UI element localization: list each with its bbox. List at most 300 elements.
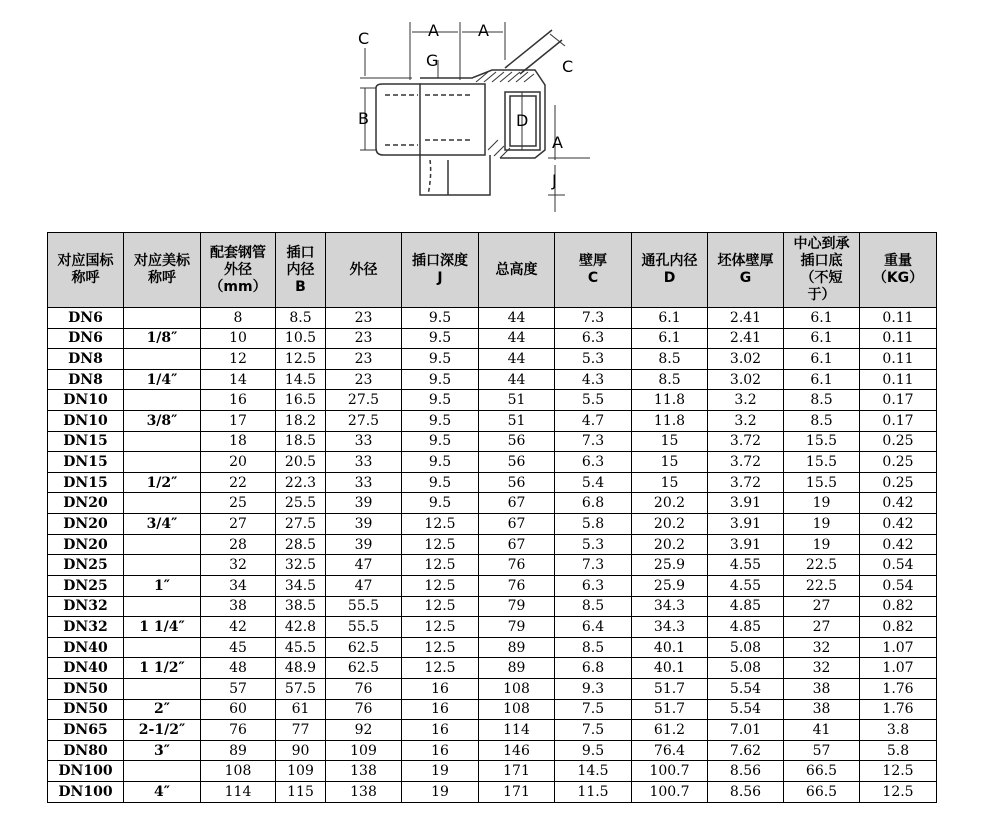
table-cell: 6.1 [784, 349, 860, 370]
table-cell: DN100 [48, 761, 124, 782]
technical-drawing [0, 0, 991, 232]
column-header [402, 233, 479, 308]
label-a-top-left: A [428, 21, 439, 40]
table-cell: 19 [784, 514, 860, 535]
table-cell: 42 [201, 617, 276, 638]
header-row [48, 233, 937, 308]
table-cell: 90 [276, 740, 326, 761]
table-cell: 27.5 [326, 390, 402, 411]
table-cell: 56 [479, 472, 555, 493]
table-cell: 25.9 [632, 555, 708, 576]
table-cell: 76 [479, 575, 555, 596]
table-cell: DN8 [48, 369, 124, 390]
table-cell: 0.11 [860, 349, 937, 370]
table-cell: 6.3 [555, 575, 632, 596]
table-cell: 47 [326, 555, 402, 576]
table-cell: 33 [326, 452, 402, 473]
table-cell: 2.41 [708, 308, 784, 329]
specification-table [47, 232, 937, 803]
table-cell: 2″ [124, 699, 201, 720]
table-cell: 67 [479, 493, 555, 514]
table-cell: 15 [632, 431, 708, 452]
table-cell: DN15 [48, 431, 124, 452]
column-header-line: 插口深度 [412, 253, 468, 269]
column-header [860, 233, 937, 308]
table-cell: 67 [479, 514, 555, 535]
table-cell: 6.3 [555, 328, 632, 349]
table-cell: 23 [326, 328, 402, 349]
table-cell: 76 [479, 555, 555, 576]
table-cell: 18 [201, 431, 276, 452]
table-cell: 0.25 [860, 431, 937, 452]
table-cell: 1 1/4″ [124, 617, 201, 638]
table-cell: 38 [784, 678, 860, 699]
table-cell: 18.2 [276, 411, 326, 432]
table-cell [124, 390, 201, 411]
table-cell: 5.3 [555, 349, 632, 370]
table-cell [124, 678, 201, 699]
table-cell: 23 [326, 369, 402, 390]
table-row [48, 411, 937, 432]
table-cell: 9.5 [402, 308, 479, 329]
table-cell: 5.54 [708, 699, 784, 720]
table-cell: 34.3 [632, 596, 708, 617]
table-cell: 44 [479, 369, 555, 390]
table-cell: 11.8 [632, 411, 708, 432]
table-cell: 8 [201, 308, 276, 329]
label-c-right: C [562, 57, 574, 76]
table-cell: 8.56 [708, 761, 784, 782]
table-cell: 22 [201, 472, 276, 493]
table-cell: 7.62 [708, 740, 784, 761]
table-row [48, 514, 937, 535]
table-cell: 15 [632, 472, 708, 493]
table-cell: 6.8 [555, 493, 632, 514]
table-cell: 12.5 [402, 658, 479, 679]
table-cell: 0.11 [860, 369, 937, 390]
table-row [48, 328, 937, 349]
table-cell: 146 [479, 740, 555, 761]
table-cell: 8.5 [276, 308, 326, 329]
table-cell: 56 [479, 431, 555, 452]
table-cell: 76.4 [632, 740, 708, 761]
table-row [48, 740, 937, 761]
table-cell: 20.2 [632, 493, 708, 514]
table-cell: 92 [326, 720, 402, 741]
table-cell: 8.5 [632, 349, 708, 370]
table-cell: DN20 [48, 514, 124, 535]
table-cell: 8.5 [784, 390, 860, 411]
table-cell: 114 [201, 782, 276, 803]
table-cell: 4.7 [555, 411, 632, 432]
table-cell: 3.72 [708, 431, 784, 452]
table-cell: 89 [479, 658, 555, 679]
table-cell: 109 [326, 740, 402, 761]
table-cell: 8.56 [708, 782, 784, 803]
column-header-line: 外径 [224, 261, 252, 278]
table-cell: 9.5 [402, 369, 479, 390]
table-cell: 66.5 [784, 782, 860, 803]
table-cell: DN50 [48, 678, 124, 699]
table-cell: 19 [402, 782, 479, 803]
table-cell: 22.5 [784, 575, 860, 596]
table-cell: 62.5 [326, 658, 402, 679]
column-header [326, 233, 402, 308]
table-cell: 22.5 [784, 555, 860, 576]
column-header-line: 插口 [286, 244, 315, 261]
table-cell: 12.5 [402, 534, 479, 555]
table-cell [124, 534, 201, 555]
table-cell: 6.1 [632, 328, 708, 349]
table-cell [124, 431, 201, 452]
table-row [48, 308, 937, 329]
table-cell: 20.2 [632, 514, 708, 535]
table-cell: 27 [201, 514, 276, 535]
table-cell: 51.7 [632, 699, 708, 720]
table-row [48, 452, 937, 473]
column-header-line: 通孔内径 [641, 253, 698, 269]
table-cell: 20.2 [632, 534, 708, 555]
table-cell: 38 [784, 699, 860, 720]
table-cell: 12.5 [402, 555, 479, 576]
table-cell: 32 [201, 555, 276, 576]
table-cell: 6.1 [784, 328, 860, 349]
table-row [48, 617, 937, 638]
table-cell: 1.07 [860, 637, 937, 658]
table-cell: 12 [201, 349, 276, 370]
table-cell: DN65 [48, 720, 124, 741]
table-cell: 108 [201, 761, 276, 782]
table-cell: 14.5 [555, 761, 632, 782]
column-header-line: 称呼 [71, 270, 100, 286]
table-cell: 20 [201, 452, 276, 473]
table-cell: 4.55 [708, 555, 784, 576]
column-header [784, 233, 860, 308]
table-cell [124, 555, 201, 576]
table-row [48, 678, 937, 699]
table-cell: 7.5 [555, 699, 632, 720]
table-cell: 115 [276, 782, 326, 803]
table-cell: 89 [479, 637, 555, 658]
table-row [48, 699, 937, 720]
table-row [48, 658, 937, 679]
column-header [555, 233, 632, 308]
table-cell: 16 [402, 740, 479, 761]
table-cell: 3.72 [708, 452, 784, 473]
table-cell: 60 [201, 699, 276, 720]
table-cell: 57.5 [276, 678, 326, 699]
table-cell: 11.5 [555, 782, 632, 803]
column-header-line: 坯体壁厚 [717, 253, 774, 269]
table-cell: 3.72 [708, 472, 784, 493]
table-cell: 0.42 [860, 534, 937, 555]
table-cell: 9.5 [402, 328, 479, 349]
table-cell: 10.5 [276, 328, 326, 349]
column-header-line: 中心到承 [793, 236, 850, 252]
table-cell: 15.5 [784, 452, 860, 473]
table-cell: DN80 [48, 740, 124, 761]
table-cell: 7.3 [555, 555, 632, 576]
table-cell: 138 [326, 782, 402, 803]
table-cell: 16.5 [276, 390, 326, 411]
table-cell: 1/2″ [124, 472, 201, 493]
table-cell: 25 [201, 493, 276, 514]
table-cell: DN40 [48, 637, 124, 658]
table-row [48, 349, 937, 370]
table-cell: 3.91 [708, 493, 784, 514]
table-row [48, 534, 937, 555]
table-cell: 40.1 [632, 637, 708, 658]
column-header-line: 重量 [884, 253, 912, 269]
table-cell: 0.82 [860, 596, 937, 617]
table-cell: 34.3 [632, 617, 708, 638]
table-cell: 1″ [124, 575, 201, 596]
table-cell: DN10 [48, 411, 124, 432]
table-cell: 9.5 [555, 740, 632, 761]
table-cell: 7.3 [555, 308, 632, 329]
table-cell: DN100 [48, 782, 124, 803]
column-header-line: 于） [807, 287, 836, 303]
table-cell: 8.5 [555, 637, 632, 658]
table-cell: 5.3 [555, 534, 632, 555]
table-cell: 76 [201, 720, 276, 741]
column-header [276, 233, 326, 308]
table-cell: 9.5 [402, 390, 479, 411]
table-cell [124, 596, 201, 617]
table-cell: 7.3 [555, 431, 632, 452]
table-cell: 4.85 [708, 596, 784, 617]
label-j: J [552, 171, 557, 190]
table-cell: 3.02 [708, 369, 784, 390]
table-cell: 5.08 [708, 637, 784, 658]
column-header-line: C [587, 270, 599, 286]
table-cell: 108 [479, 678, 555, 699]
table-cell: 55.5 [326, 617, 402, 638]
table-cell: 5.8 [860, 740, 937, 761]
table-cell: 12.5 [402, 514, 479, 535]
table-cell: DN10 [48, 390, 124, 411]
table-cell: 39 [326, 493, 402, 514]
table-row [48, 720, 937, 741]
column-header [632, 233, 708, 308]
table-row [48, 782, 937, 803]
table-cell [124, 349, 201, 370]
table-cell: 39 [326, 514, 402, 535]
table-cell: 32.5 [276, 555, 326, 576]
table-cell: 12.5 [402, 617, 479, 638]
label-a-top-right: A [478, 21, 489, 40]
column-header [708, 233, 784, 308]
table-cell: 6.3 [555, 452, 632, 473]
table-cell: 9.5 [402, 349, 479, 370]
table-cell: 76 [326, 678, 402, 699]
column-header-line: 插口底 [800, 253, 843, 269]
table-cell: 38 [201, 596, 276, 617]
table-cell: 0.25 [860, 472, 937, 493]
column-header [124, 233, 201, 308]
table-cell: DN8 [48, 349, 124, 370]
table-cell: 9.5 [402, 431, 479, 452]
column-header [201, 233, 276, 308]
table-cell: 171 [479, 782, 555, 803]
table-cell: 48.9 [276, 658, 326, 679]
table-cell: 39 [326, 534, 402, 555]
table-cell: 12.5 [402, 637, 479, 658]
table-cell: 9.5 [402, 411, 479, 432]
column-header-line: J [437, 270, 443, 286]
table-cell: 0.11 [860, 308, 937, 329]
table-cell: 8.5 [784, 411, 860, 432]
column-header-line: 称呼 [148, 270, 176, 286]
table-cell: 33 [326, 431, 402, 452]
table-cell: 45.5 [276, 637, 326, 658]
table-cell: 20.5 [276, 452, 326, 473]
table-row [48, 431, 937, 452]
table-row [48, 369, 937, 390]
table-cell: 22.3 [276, 472, 326, 493]
table-cell: 6.4 [555, 617, 632, 638]
table-cell: 19 [402, 761, 479, 782]
table-cell: 27 [784, 596, 860, 617]
table-cell: DN32 [48, 596, 124, 617]
table-row [48, 637, 937, 658]
table-cell: 17 [201, 411, 276, 432]
column-header-line: 外径 [349, 261, 378, 278]
table-cell: 0.54 [860, 555, 937, 576]
table-row [48, 575, 937, 596]
table-cell [124, 493, 201, 514]
table-cell: 34.5 [276, 575, 326, 596]
table-cell: 0.17 [860, 411, 937, 432]
table-cell: DN40 [48, 658, 124, 679]
table-cell: 171 [479, 761, 555, 782]
table-cell: 1.07 [860, 658, 937, 679]
table-cell: 51.7 [632, 678, 708, 699]
table-cell: 47 [326, 575, 402, 596]
table-cell: 56 [479, 452, 555, 473]
table-cell: 1/4″ [124, 369, 201, 390]
table-cell: 3.8 [860, 720, 937, 741]
table-cell: 44 [479, 328, 555, 349]
table-cell: 6.1 [632, 308, 708, 329]
table-cell: 5.5 [555, 390, 632, 411]
column-header-line: 对应美标 [134, 253, 190, 269]
column-header-line: D [663, 270, 676, 286]
table-cell: 11.8 [632, 390, 708, 411]
table-cell: 16 [402, 699, 479, 720]
table-cell: 10 [201, 328, 276, 349]
table-cell: DN25 [48, 555, 124, 576]
column-header [479, 233, 555, 308]
table-cell [124, 761, 201, 782]
table-cell: 1.76 [860, 678, 937, 699]
table-cell: 3.91 [708, 534, 784, 555]
table-cell: 5.8 [555, 514, 632, 535]
table-cell: 4.3 [555, 369, 632, 390]
column-header [48, 233, 124, 308]
table-cell: 79 [479, 617, 555, 638]
table-cell: 19 [784, 534, 860, 555]
table-cell: 6.1 [784, 308, 860, 329]
table-cell: DN15 [48, 452, 124, 473]
table-cell: 7.5 [555, 720, 632, 741]
table-cell: 66.5 [784, 761, 860, 782]
table-cell: 57 [784, 740, 860, 761]
table-cell: 28.5 [276, 534, 326, 555]
table-cell: 0.54 [860, 575, 937, 596]
table-cell [124, 452, 201, 473]
table-cell: 15.5 [784, 472, 860, 493]
table-cell: 55.5 [326, 596, 402, 617]
table-cell: 9.5 [402, 493, 479, 514]
table-cell [124, 308, 201, 329]
table-cell: 2-1/2″ [124, 720, 201, 741]
column-header-line: 壁厚 [579, 253, 607, 269]
table-cell: 109 [276, 761, 326, 782]
table-cell: 62.5 [326, 637, 402, 658]
table-cell: 2.41 [708, 328, 784, 349]
column-header-line: 对应国标 [57, 253, 114, 269]
table-cell: 38.5 [276, 596, 326, 617]
table-cell: 45 [201, 637, 276, 658]
table-cell: 4″ [124, 782, 201, 803]
table-cell: 138 [326, 761, 402, 782]
column-header-line: B [295, 278, 306, 295]
table-cell: 9.5 [402, 472, 479, 493]
table-cell [124, 637, 201, 658]
table-cell: 51 [479, 390, 555, 411]
table-cell: 8.5 [555, 596, 632, 617]
label-b: B [358, 109, 369, 128]
table-cell: 4.85 [708, 617, 784, 638]
table-row [48, 390, 937, 411]
table-cell: 16 [402, 720, 479, 741]
column-header-line: 总高度 [495, 261, 538, 278]
table-cell: 114 [479, 720, 555, 741]
table-cell: 16 [402, 678, 479, 699]
table-cell: 32 [784, 637, 860, 658]
label-a-right: A [552, 133, 563, 152]
table-cell: 40.1 [632, 658, 708, 679]
table-cell: 15.5 [784, 431, 860, 452]
table-cell: 12.5 [276, 349, 326, 370]
table-cell: 3/8″ [124, 411, 201, 432]
table-row [48, 472, 937, 493]
column-header-line: （不短 [800, 270, 843, 286]
column-header-line: （mm） [209, 278, 267, 295]
table-cell: 16 [201, 390, 276, 411]
table-cell: 42.8 [276, 617, 326, 638]
table-cell: 0.42 [860, 514, 937, 535]
table-cell: 27.5 [276, 514, 326, 535]
table-cell: 3.2 [708, 411, 784, 432]
table-cell: 12.5 [860, 761, 937, 782]
table-cell: 44 [479, 349, 555, 370]
table-cell: 89 [201, 740, 276, 761]
table-cell: 6.1 [784, 369, 860, 390]
table-cell: 77 [276, 720, 326, 741]
table-cell: 27 [784, 617, 860, 638]
table-row [48, 761, 937, 782]
table-cell: 61 [276, 699, 326, 720]
table-cell: 76 [326, 699, 402, 720]
label-d: D [516, 111, 529, 130]
table-cell: 1.76 [860, 699, 937, 720]
label-c-top: C [358, 29, 370, 48]
table-cell: 27.5 [326, 411, 402, 432]
table-cell: 12.5 [402, 596, 479, 617]
table-cell: 9.5 [402, 452, 479, 473]
